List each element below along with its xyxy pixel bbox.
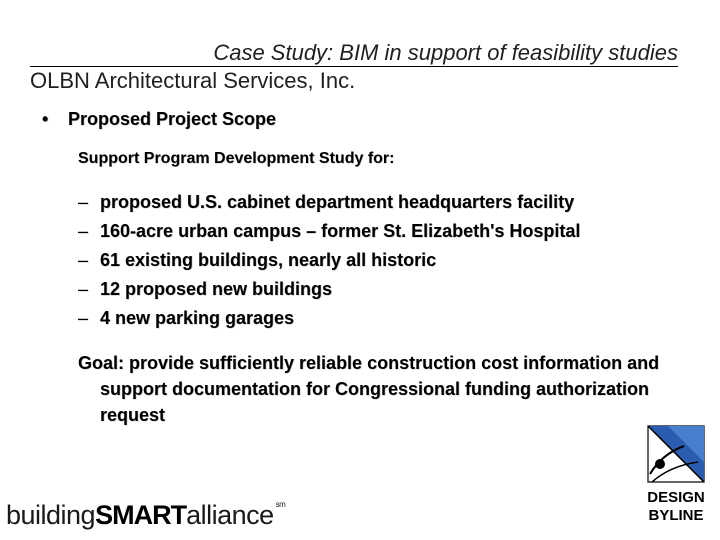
slide-subtitle: OLBN Architectural Services, Inc. (30, 68, 356, 93)
list-item (78, 192, 580, 221)
list-item (78, 279, 580, 308)
list-item-text: proposed U.S. cabinet department headquarters facility (100, 192, 575, 212)
dash-marker: – (78, 279, 89, 299)
logo-text-alliance: alliance (186, 500, 274, 530)
title-rule (30, 66, 678, 67)
list-item-text: 61 existing buildings, nearly all historic (100, 250, 437, 270)
bullet-text: Proposed Project Scope (68, 109, 277, 129)
list-item-text: 12 proposed new buildings (100, 279, 333, 299)
bullet-dot: • (42, 109, 49, 129)
list-item (78, 221, 580, 250)
list-item (78, 250, 580, 279)
bullet-row (42, 109, 276, 130)
logo-service-mark: sm (275, 500, 286, 509)
logo-text-smart: SMART (95, 500, 187, 530)
intro-text: Support Program Development Study for: (78, 150, 395, 167)
dash-marker: – (78, 221, 89, 241)
goal-text: Goal: provide sufficiently reliable construction cost information and support documentation for Congressional funding authorization request (78, 353, 660, 425)
logo-text-building: building (6, 500, 96, 530)
dash-marker: – (78, 308, 89, 328)
design-byline-logo (640, 424, 710, 534)
building-smart-alliance-logo (6, 500, 285, 531)
design-byline-icon (648, 426, 704, 482)
list-item (78, 308, 580, 337)
logo-text-byline: BYLINE (648, 507, 704, 524)
dash-marker: – (78, 192, 89, 212)
scope-list (78, 192, 580, 337)
dash-marker: – (78, 250, 89, 270)
list-item-text: 4 new parking garages (100, 308, 295, 328)
logo-text-design: DESIGN (647, 489, 705, 506)
list-item-text: 160-acre urban campus – former St. Elizabeth's Hospital (100, 221, 581, 241)
slide-title: Case Study: BIM in support of feasibility studies (213, 40, 678, 65)
